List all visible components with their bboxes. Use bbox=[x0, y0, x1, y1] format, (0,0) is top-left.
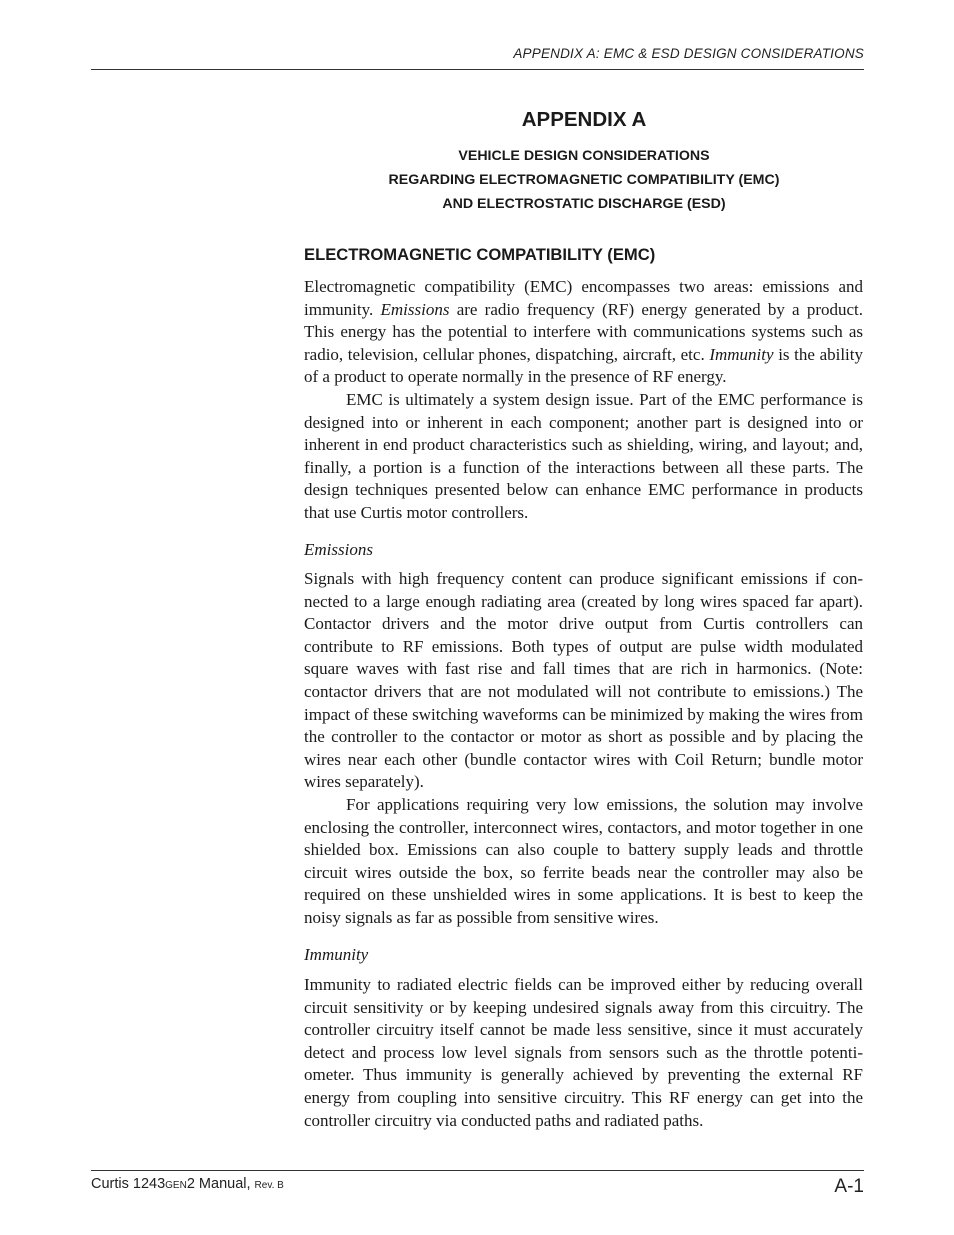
section-heading-emc: ELECTROMAGNETIC COMPATIBILITY (EMC) bbox=[304, 245, 656, 264]
emissions-paragraph-2: For applications requiring very low emissions, the solution may involve enclosing the controller, interconnect wires, contactors, and motor together in one shielded box. Emissions can also couple to battery supply leads and throttle circuit wires outside the box, so ferrite beads near the controller may also be required on these unshielded wires in some applications. It is best to keep the noisy signals as far as possible from sensitive wires. bbox=[304, 794, 863, 927]
subtitle-line-2: REGARDING ELECTROMAGNETIC COMPATIBILITY (EMC) bbox=[388, 172, 780, 188]
header-rule bbox=[91, 69, 864, 70]
appendix-title: APPENDIX A bbox=[521, 108, 647, 131]
immunity-paragraph-1: Immunity to radiated electric fields can be improved either by reducing overall circuit sensitivity or by keeping undesired signals away from this circuitry. The controller circuitry itself cannot be made less sensitive, since it must accurately detect and process low level signals from sensors such as the throttle potentiometer. Thus immunity is generally achieved by preventing the external RF energy from coupling into sensitive circuitry. This RF energy can get into the controller circuitry via conducted paths and radiated paths. bbox=[304, 975, 863, 1130]
emc-paragraph-1: Electromagnetic compatibility (EMC) encompasses two areas: emissions and immunity. Emissions are radio frequency (RF) energy generated by a product. This energy has the potential to interfere with communications systems such as radio, television, cellular phones, dispatching, aircraft, etc. Immunity is the ability of a product to operate normally in the presence of RF energy. bbox=[304, 277, 864, 387]
immunity-subheading: Immunity bbox=[304, 945, 369, 964]
emc-intro bbox=[304, 276, 863, 525]
page-number: A-1 bbox=[834, 1176, 864, 1197]
immunity-term: Immunity bbox=[709, 344, 774, 364]
emissions-paragraph-1: Signals with high frequency content can produce significant emissions if connected to a large enough radiating area (created by long wires spaced far apart). Contactor drivers and the motor drive output from Curtis controllers can contribute to RF emissions. Both types of output are pulse width modulated square waves with fast rise and fall times that are rich in harmonics. (Note: contactor drivers that are not modulated will not contribute to emissions.) The impact of these switching waveforms can be minimized by making the wires from the controller to the contactor or motor as short as possible and by placing the wires near each other (bundle contactor wires with Coil Return; bundle motor wires separately). bbox=[304, 569, 863, 792]
emc-paragraph-2: EMC is ultimately a system design issue. Part of the EMC performance is designed into or inherent in each component; another part is designed into or inherent in end product characteristics such as shielding, wiring, and layout; and, finally, a portion is a function of the interactions between all these parts. The design techniques presented below can enhance EMC performance in products that use Curtis motor controllers. bbox=[304, 389, 863, 522]
subtitle-line-1: VEHICLE DESIGN CONSIDERATIONS bbox=[458, 148, 710, 164]
emissions-subheading: Emissions bbox=[304, 540, 373, 559]
appendix-subtitle bbox=[304, 144, 864, 216]
footer-manual-title: Curtis 1243GEN2 Manual, Rev. B bbox=[91, 1176, 284, 1192]
emissions-term: Emissions bbox=[380, 299, 450, 319]
subtitle-line-3: AND ELECTROSTATIC DISCHARGE (ESD) bbox=[442, 196, 726, 212]
emissions-body bbox=[304, 568, 863, 930]
running-head: APPENDIX A: EMC & ESD DESIGN CONSIDERATIONS bbox=[513, 46, 864, 61]
footer-rule bbox=[91, 1170, 864, 1171]
immunity-body bbox=[304, 974, 863, 1132]
